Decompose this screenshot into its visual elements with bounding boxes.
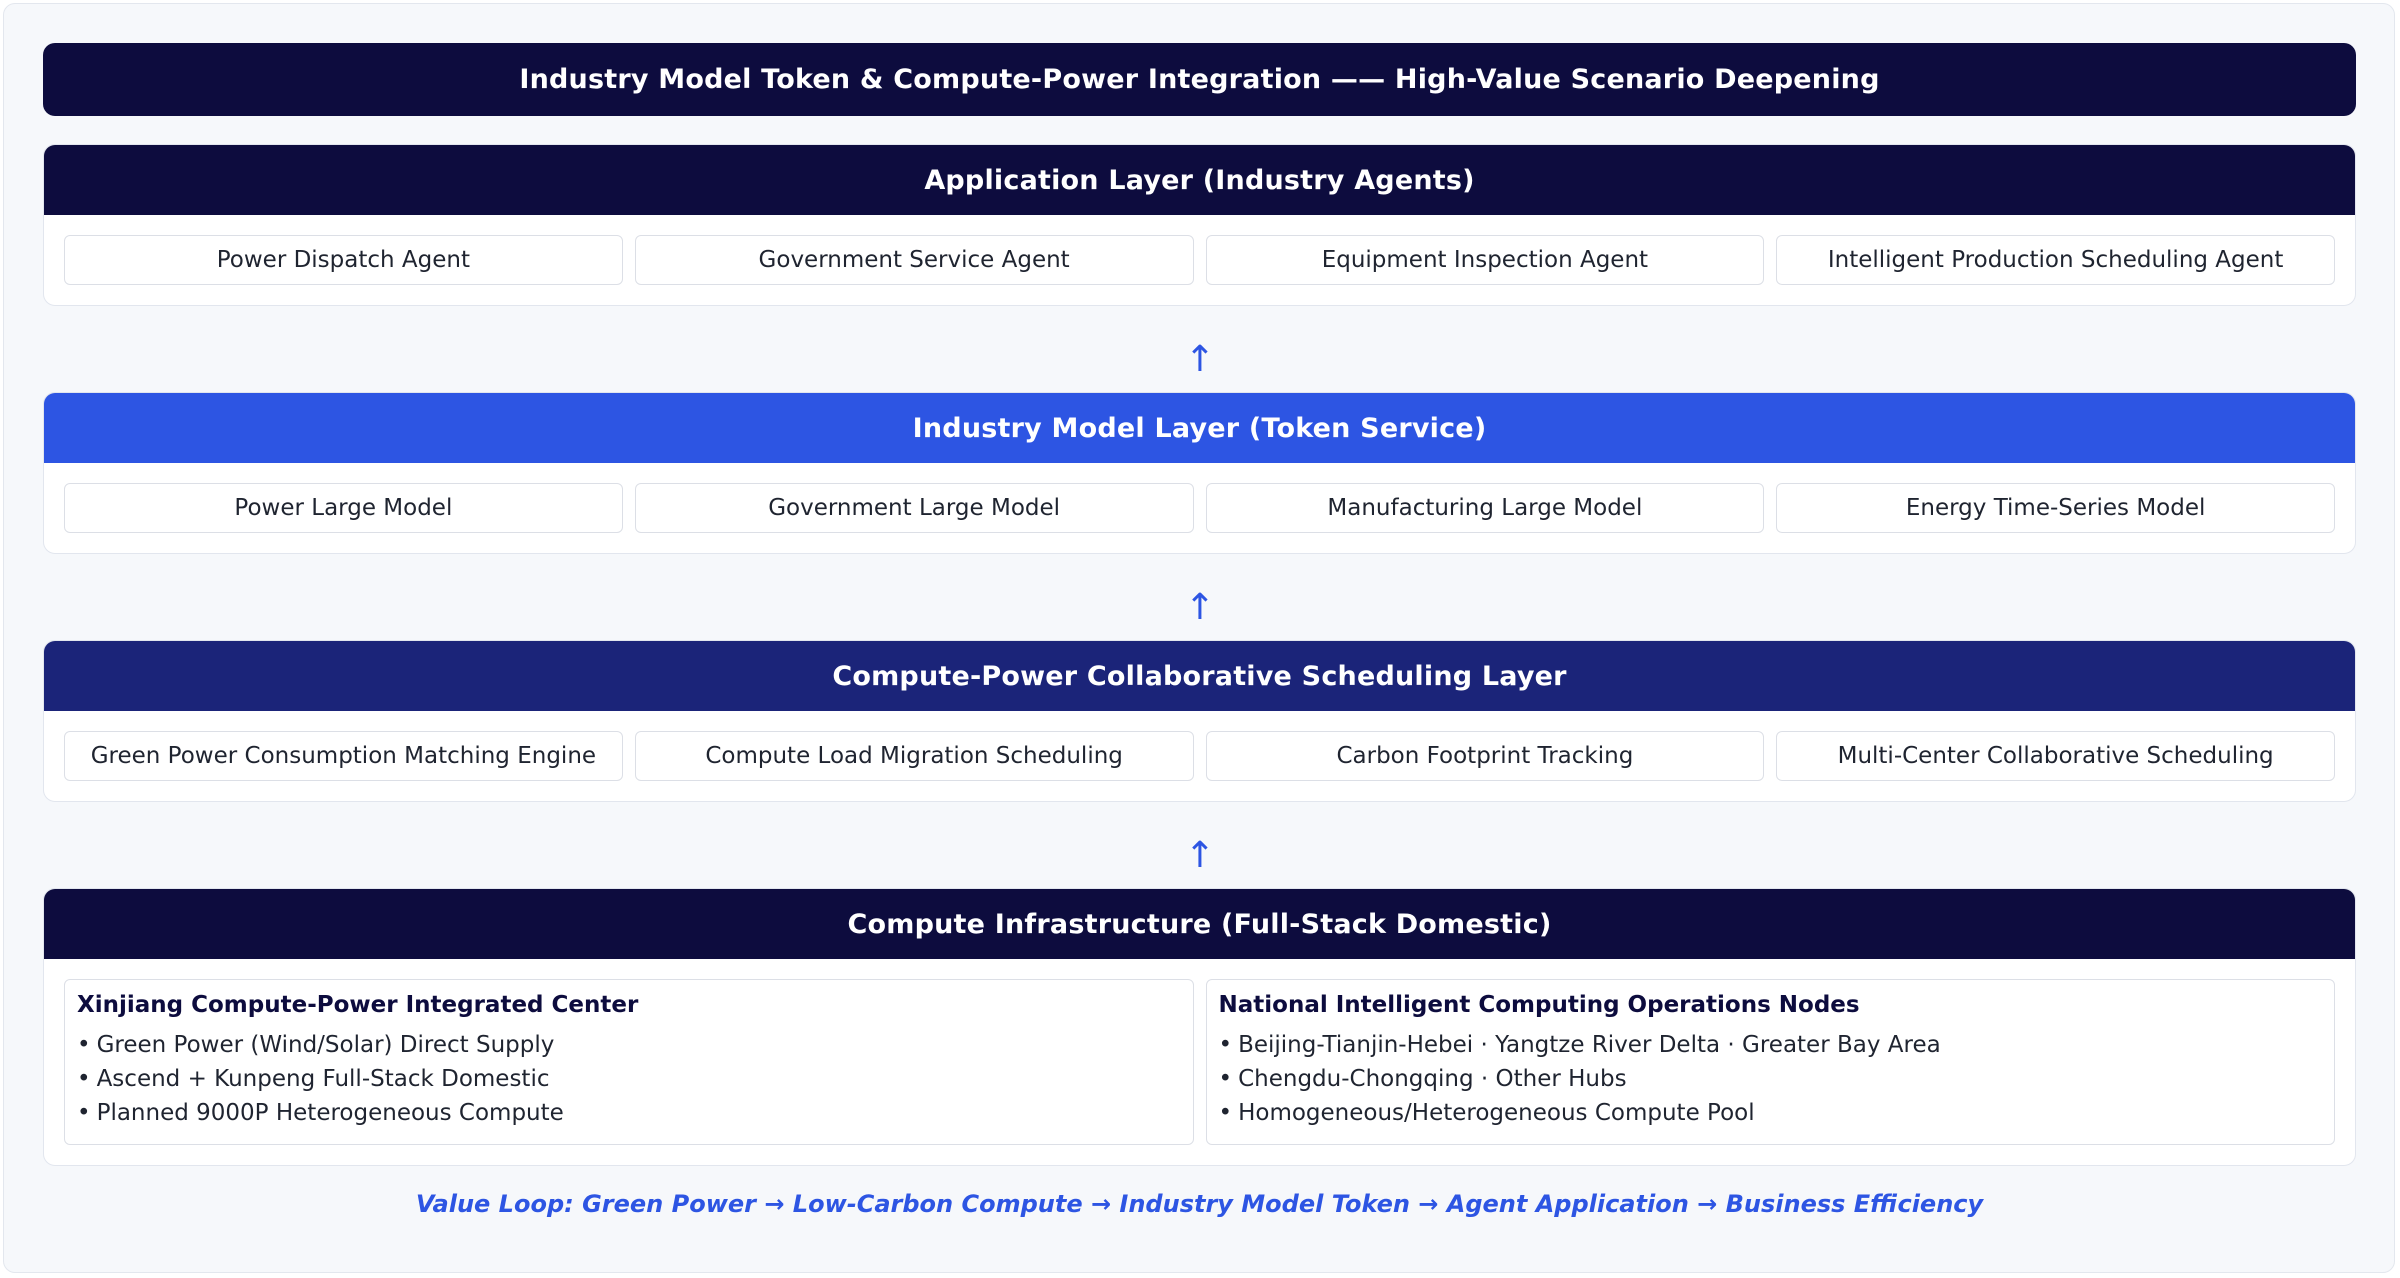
bullet-icon: •: [1218, 1032, 1233, 1058]
list-item-text: Chengdu-Chongqing · Other Hubs: [1238, 1066, 1627, 1092]
list-item: [1219, 1096, 2323, 1130]
list-item: [77, 1096, 1181, 1130]
scheduling-layer-heading: Compute-Power Collaborative Scheduling Layer: [44, 641, 2355, 711]
infrastructure-card-title: National Intelligent Computing Operations Nodes: [1218, 992, 1860, 1018]
model-layer: [43, 392, 2356, 554]
application-item: Government Service Agent: [635, 235, 1194, 285]
application-layer: [43, 144, 2356, 306]
model-item: Power Large Model: [64, 483, 623, 533]
list-item: [77, 1028, 1181, 1062]
infrastructure-card-national: [1206, 979, 2336, 1145]
model-item: Manufacturing Large Model: [1206, 483, 1765, 533]
bullet-icon: •: [77, 1100, 91, 1126]
scheduling-item: Multi-Center Collaborative Scheduling: [1776, 731, 2335, 781]
model-item: Energy Time-Series Model: [1776, 483, 2335, 533]
scheduling-item: Carbon Footprint Tracking: [1206, 731, 1765, 781]
infrastructure-card-xinjiang: [64, 979, 1194, 1145]
bullet-icon: •: [77, 1032, 91, 1058]
up-arrow-icon: ↑: [1184, 587, 1216, 628]
value-loop-caption: Value Loop: Green Power → Low-Carbon Compute → Industry Model Token → Agent Application → Business Efficiency: [415, 1190, 1984, 1218]
scheduling-item: Compute Load Migration Scheduling: [635, 731, 1194, 781]
list-item-text: Homogeneous/Heterogeneous Compute Pool: [1238, 1100, 1755, 1126]
list-item: [1219, 1062, 2323, 1096]
application-layer-heading: Application Layer (Industry Agents): [44, 145, 2355, 215]
infrastructure-layer: [43, 888, 2356, 1166]
bullet-icon: •: [77, 1066, 91, 1092]
application-item: Intelligent Production Scheduling Agent: [1776, 235, 2335, 285]
list-item-text: Planned 9000P Heterogeneous Compute: [96, 1100, 564, 1126]
up-arrow-icon: ↑: [1184, 339, 1216, 380]
up-arrow-icon: ↑: [1184, 835, 1216, 876]
infrastructure-card-title: Xinjiang Compute-Power Integrated Center: [77, 992, 639, 1018]
infrastructure-layer-heading: Compute Infrastructure (Full-Stack Domestic): [44, 889, 2355, 959]
list-item: [1219, 1028, 2323, 1062]
application-item: Power Dispatch Agent: [64, 235, 623, 285]
list-item-text: Beijing-Tianjin-Hebei · Yangtze River Delta · Greater Bay Area: [1238, 1032, 1941, 1058]
diagram-title: Industry Model Token & Compute-Power Integration —— High-Value Scenario Deepening: [43, 43, 2356, 116]
scheduling-item: Green Power Consumption Matching Engine: [64, 731, 623, 781]
model-item: Government Large Model: [635, 483, 1194, 533]
application-item: Equipment Inspection Agent: [1206, 235, 1765, 285]
scheduling-layer: [43, 640, 2356, 802]
list-item: [77, 1062, 1181, 1096]
bullet-icon: •: [1218, 1100, 1233, 1126]
bullet-icon: •: [1218, 1066, 1233, 1092]
list-item-text: Ascend + Kunpeng Full-Stack Domestic: [96, 1066, 550, 1092]
list-item-text: Green Power (Wind/Solar) Direct Supply: [96, 1032, 555, 1058]
model-layer-heading: Industry Model Layer (Token Service): [44, 393, 2355, 463]
